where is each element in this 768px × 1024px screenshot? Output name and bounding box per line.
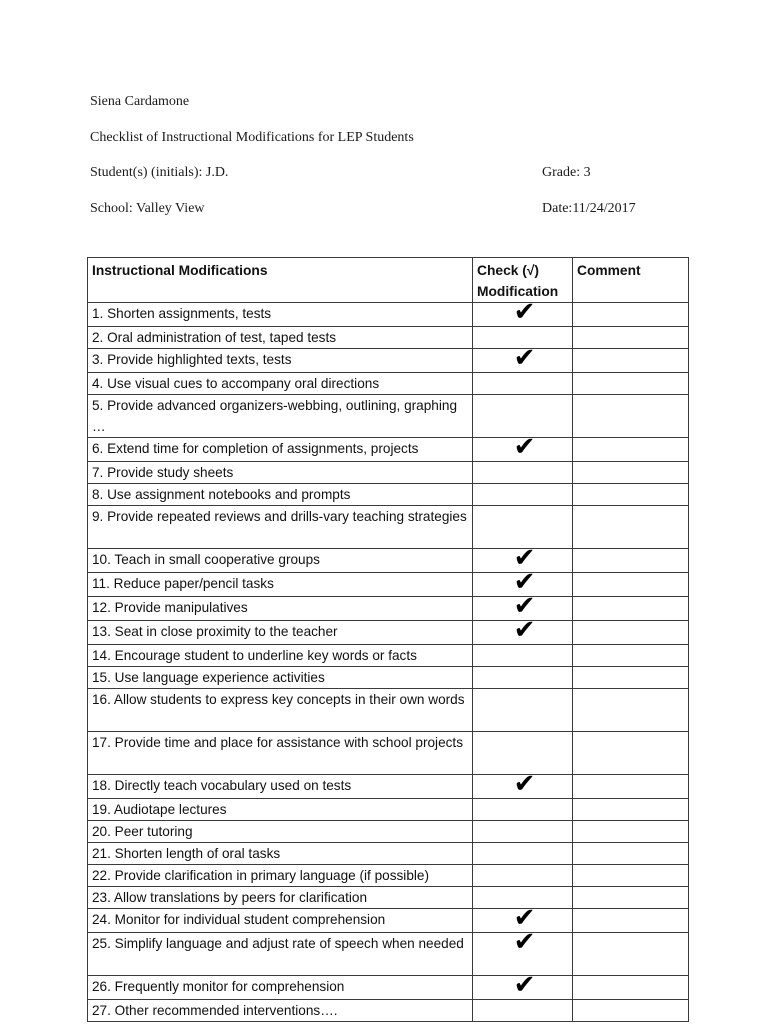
comment-cell bbox=[573, 933, 689, 976]
table-row bbox=[88, 438, 689, 462]
table-row bbox=[88, 327, 689, 349]
modification-text: 5. Provide advanced organizers-webbing, outlining, graphing … bbox=[88, 395, 473, 438]
comment-cell bbox=[573, 1000, 689, 1022]
check-cell bbox=[473, 775, 573, 799]
check-cell bbox=[473, 597, 573, 621]
modifications-table bbox=[87, 257, 689, 1022]
check-cell bbox=[473, 303, 573, 327]
comment-cell bbox=[573, 395, 689, 438]
modification-text: 15. Use language experience activities bbox=[88, 667, 473, 689]
modification-text: 11. Reduce paper/pencil tasks bbox=[88, 573, 473, 597]
comment-cell bbox=[573, 645, 689, 667]
comment-cell bbox=[573, 976, 689, 1000]
comment-cell bbox=[573, 843, 689, 865]
comment-cell bbox=[573, 775, 689, 799]
author-name: Siena Cardamone bbox=[90, 94, 190, 109]
check-cell bbox=[473, 349, 573, 373]
table-row bbox=[88, 597, 689, 621]
check-cell bbox=[473, 621, 573, 645]
check-cell bbox=[473, 732, 573, 775]
table-row bbox=[88, 506, 689, 549]
modification-text: 4. Use visual cues to accompany oral directions bbox=[88, 373, 473, 395]
check-cell bbox=[473, 865, 573, 887]
table-row bbox=[88, 843, 689, 865]
modification-text: 9. Provide repeated reviews and drills-vary teaching strategies bbox=[88, 506, 473, 549]
checkmark-icon: ✔ bbox=[513, 596, 536, 621]
date-label: Date:11/24/2017 bbox=[542, 201, 636, 216]
modification-text: 16. Allow students to express key concepts in their own words bbox=[88, 689, 473, 732]
modification-text: 23. Allow translations by peers for clarification bbox=[88, 887, 473, 909]
modification-text: 12. Provide manipulatives bbox=[88, 597, 473, 621]
table-row bbox=[88, 909, 689, 933]
comment-cell bbox=[573, 865, 689, 887]
modification-text: 10. Teach in small cooperative groups bbox=[88, 549, 473, 573]
table-row bbox=[88, 349, 689, 373]
table-row bbox=[88, 865, 689, 887]
comment-cell bbox=[573, 303, 689, 327]
check-cell bbox=[473, 438, 573, 462]
checkmark-icon: ✔ bbox=[513, 348, 536, 373]
comment-cell bbox=[573, 597, 689, 621]
comment-cell bbox=[573, 349, 689, 373]
comment-cell bbox=[573, 573, 689, 597]
table-row bbox=[88, 887, 689, 909]
modification-text: 21. Shorten length of oral tasks bbox=[88, 843, 473, 865]
table-row bbox=[88, 462, 689, 484]
table-row bbox=[88, 821, 689, 843]
modification-text: 20. Peer tutoring bbox=[88, 821, 473, 843]
grade-label: Grade: 3 bbox=[542, 165, 591, 180]
check-cell bbox=[473, 1000, 573, 1022]
modification-text: 26. Frequently monitor for comprehension bbox=[88, 976, 473, 1000]
table-row bbox=[88, 303, 689, 327]
modification-text: 2. Oral administration of test, taped tests bbox=[88, 327, 473, 349]
check-cell bbox=[473, 976, 573, 1000]
table-row bbox=[88, 667, 689, 689]
check-cell bbox=[473, 689, 573, 732]
modification-text: 24. Monitor for individual student comprehension bbox=[88, 909, 473, 933]
check-cell bbox=[473, 909, 573, 933]
table-header-row bbox=[88, 258, 689, 303]
comment-cell bbox=[573, 549, 689, 573]
table-row bbox=[88, 976, 689, 1000]
table-row bbox=[88, 645, 689, 667]
check-cell bbox=[473, 395, 573, 438]
comment-cell bbox=[573, 438, 689, 462]
checkmark-icon: ✔ bbox=[513, 548, 536, 573]
student-initials: Student(s) (initials): J.D. bbox=[90, 165, 229, 180]
check-cell bbox=[473, 573, 573, 597]
school-label: School: Valley View bbox=[90, 201, 205, 216]
comment-cell bbox=[573, 621, 689, 645]
table-row bbox=[88, 373, 689, 395]
check-cell bbox=[473, 799, 573, 821]
checkmark-icon: ✔ bbox=[513, 975, 536, 1000]
check-cell bbox=[473, 821, 573, 843]
check-cell bbox=[473, 506, 573, 549]
comment-cell bbox=[573, 689, 689, 732]
header-comment: Comment bbox=[573, 258, 689, 303]
comment-cell bbox=[573, 909, 689, 933]
check-cell bbox=[473, 933, 573, 976]
modification-text: 25. Simplify language and adjust rate of speech when needed bbox=[88, 933, 473, 976]
table-row bbox=[88, 549, 689, 573]
modification-text: 22. Provide clarification in primary language (if possible) bbox=[88, 865, 473, 887]
comment-cell bbox=[573, 732, 689, 775]
modification-text: 18. Directly teach vocabulary used on tests bbox=[88, 775, 473, 799]
modification-text: 19. Audiotape lectures bbox=[88, 799, 473, 821]
modification-text: 17. Provide time and place for assistance with school projects bbox=[88, 732, 473, 775]
check-cell bbox=[473, 327, 573, 349]
table-row bbox=[88, 573, 689, 597]
modification-text: 3. Provide highlighted texts, tests bbox=[88, 349, 473, 373]
check-cell bbox=[473, 549, 573, 573]
table-row bbox=[88, 933, 689, 976]
modification-text: 1. Shorten assignments, tests bbox=[88, 303, 473, 327]
check-cell bbox=[473, 373, 573, 395]
modification-text: 8. Use assignment notebooks and prompts bbox=[88, 484, 473, 506]
table-row bbox=[88, 799, 689, 821]
check-cell bbox=[473, 887, 573, 909]
checkmark-icon: ✔ bbox=[513, 302, 536, 327]
comment-cell bbox=[573, 887, 689, 909]
comment-cell bbox=[573, 821, 689, 843]
header-instructional-modifications: Instructional Modifications bbox=[88, 258, 473, 303]
table-row bbox=[88, 621, 689, 645]
check-cell bbox=[473, 484, 573, 506]
comment-cell bbox=[573, 373, 689, 395]
checkmark-icon: ✔ bbox=[513, 437, 536, 462]
table-row bbox=[88, 689, 689, 732]
checkmark-icon: ✔ bbox=[513, 932, 536, 957]
table-row bbox=[88, 484, 689, 506]
checkmark-icon: ✔ bbox=[513, 908, 536, 933]
check-cell bbox=[473, 667, 573, 689]
table-row bbox=[88, 1000, 689, 1022]
checkmark-icon: ✔ bbox=[513, 774, 536, 799]
comment-cell bbox=[573, 462, 689, 484]
modification-text: 13. Seat in close proximity to the teacher bbox=[88, 621, 473, 645]
table-row bbox=[88, 395, 689, 438]
comment-cell bbox=[573, 667, 689, 689]
comment-cell bbox=[573, 799, 689, 821]
modification-text: 7. Provide study sheets bbox=[88, 462, 473, 484]
header-check-modification: Check (√) Modification bbox=[473, 258, 573, 303]
comment-cell bbox=[573, 484, 689, 506]
check-cell bbox=[473, 645, 573, 667]
document-title: Checklist of Instructional Modifications for LEP Students bbox=[90, 130, 414, 145]
comment-cell bbox=[573, 506, 689, 549]
checkmark-icon: ✔ bbox=[513, 620, 536, 645]
checkmark-icon: ✔ bbox=[513, 572, 536, 597]
table-row bbox=[88, 732, 689, 775]
modification-text: 27. Other recommended interventions…. bbox=[88, 1000, 473, 1022]
table-row bbox=[88, 775, 689, 799]
modification-text: 6. Extend time for completion of assignments, projects bbox=[88, 438, 473, 462]
modification-text: 14. Encourage student to underline key words or facts bbox=[88, 645, 473, 667]
comment-cell bbox=[573, 327, 689, 349]
check-cell bbox=[473, 843, 573, 865]
check-cell bbox=[473, 462, 573, 484]
